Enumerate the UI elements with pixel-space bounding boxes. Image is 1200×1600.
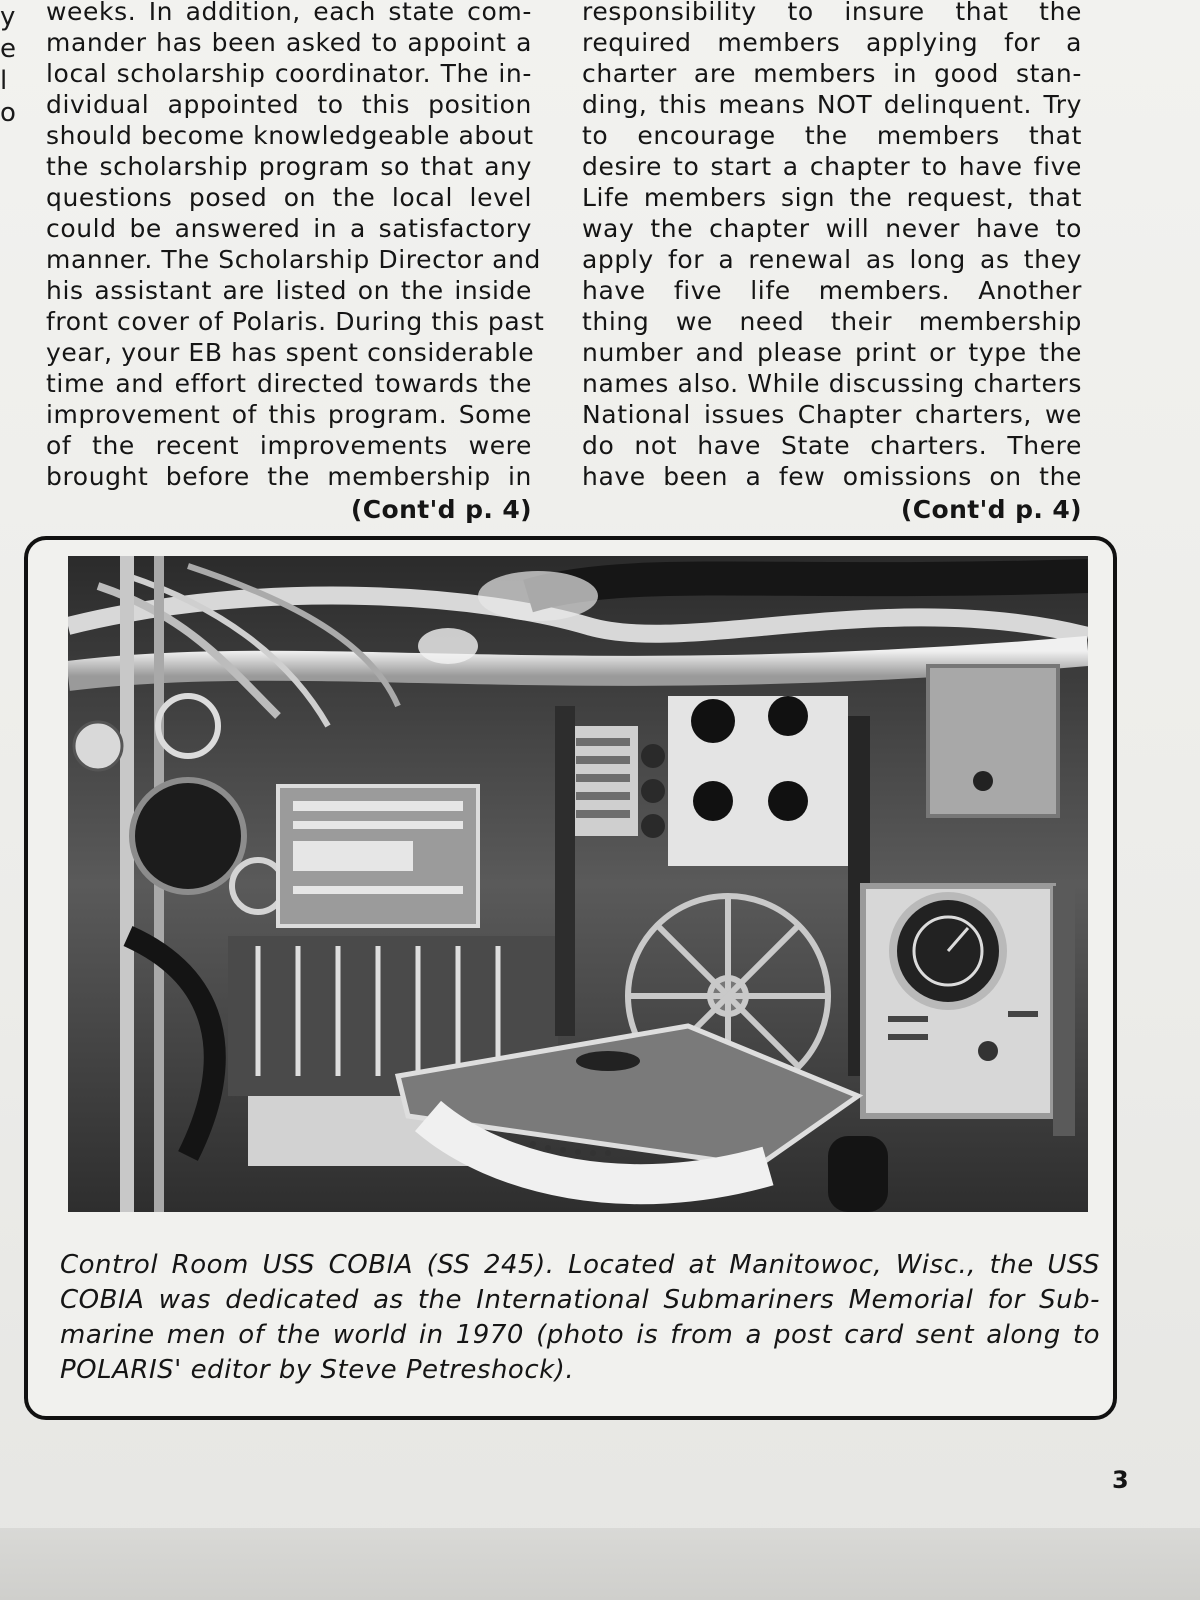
text-line: could be answered in a satisfactory [46, 214, 532, 243]
text-line: Life members sign the request, that [582, 183, 1082, 212]
text-line: to encourage the members that [582, 121, 1082, 150]
text-line: mander has been asked to appoint a [46, 28, 532, 57]
text-line: weeks. In addition, each state com- [46, 0, 532, 26]
caption-line: COBIA was dedicated as the International Submariners Memorial for Sub- [60, 1285, 1100, 1315]
text-line: names also. While discussing charters [582, 369, 1082, 398]
text-line: dividual appointed to this position [46, 90, 532, 119]
text-line: thing we need their membership [582, 307, 1082, 336]
text-line: manner. The Scholarship Director and [46, 245, 542, 274]
text-line: charter are members in good stan- [582, 59, 1082, 88]
caption-line: POLARIS' editor by Steve Petreshock). [60, 1355, 575, 1385]
text-line: required members applying for a [582, 28, 1082, 57]
edge-fragment: l [0, 66, 8, 96]
text-line: number and please print or type the [582, 338, 1082, 367]
left-text-column [46, 0, 545, 525]
edge-fragment: y [0, 2, 16, 32]
desk-surface [0, 1528, 1200, 1600]
text-line: brought before the membership in [46, 462, 532, 491]
text-line: year, your EB has spent considerable [46, 338, 535, 367]
control-room-photo [68, 556, 1088, 1212]
page-number: 3 [1112, 1466, 1129, 1494]
text-line: time and effort directed towards the [46, 369, 532, 398]
text-line: the scholarship program so that any [46, 152, 532, 181]
text-line: his assistant are listed on the inside [46, 276, 532, 305]
text-line: do not have State charters. There [582, 431, 1082, 460]
text-line: have been a few omissions on the [582, 462, 1082, 491]
text-line: of the recent improvements were [46, 431, 532, 460]
previous-page-edge [0, 0, 16, 130]
photo-frame [24, 536, 1117, 1420]
text-line: responsibility to insure that the [582, 0, 1082, 26]
caption-line: marine men of the world in 1970 (photo is from a post card sent along to [60, 1320, 1100, 1350]
text-line: National issues Chapter charters, we [582, 400, 1082, 429]
edge-fragment: o [0, 98, 16, 128]
text-line: questions posed on the local level [46, 183, 532, 212]
continued-note: (Cont'd p. 4) [900, 495, 1082, 524]
text-line: have five life members. Another [582, 276, 1082, 305]
text-line: ding, this means NOT delinquent. Try [582, 90, 1082, 119]
edge-fragment: e [0, 34, 16, 64]
text-line: desire to start a chapter to have five [582, 152, 1082, 181]
continued-note: (Cont'd p. 4) [350, 495, 532, 524]
text-line: way the chapter will never have to [582, 214, 1082, 243]
caption-line: Control Room USS COBIA (SS 245). Located at Manitowoc, Wisc., the USS [60, 1250, 1100, 1280]
text-line: apply for a renewal as long as they [582, 245, 1082, 274]
photo-caption [60, 1248, 1100, 1388]
text-line: should become knowledgeable about [46, 121, 534, 150]
text-line: front cover of Polaris. During this past [46, 307, 545, 336]
text-line: improvement of this program. Some [46, 400, 532, 429]
right-text-column [582, 0, 1082, 525]
text-line: local scholarship coordinator. The in- [46, 59, 532, 88]
